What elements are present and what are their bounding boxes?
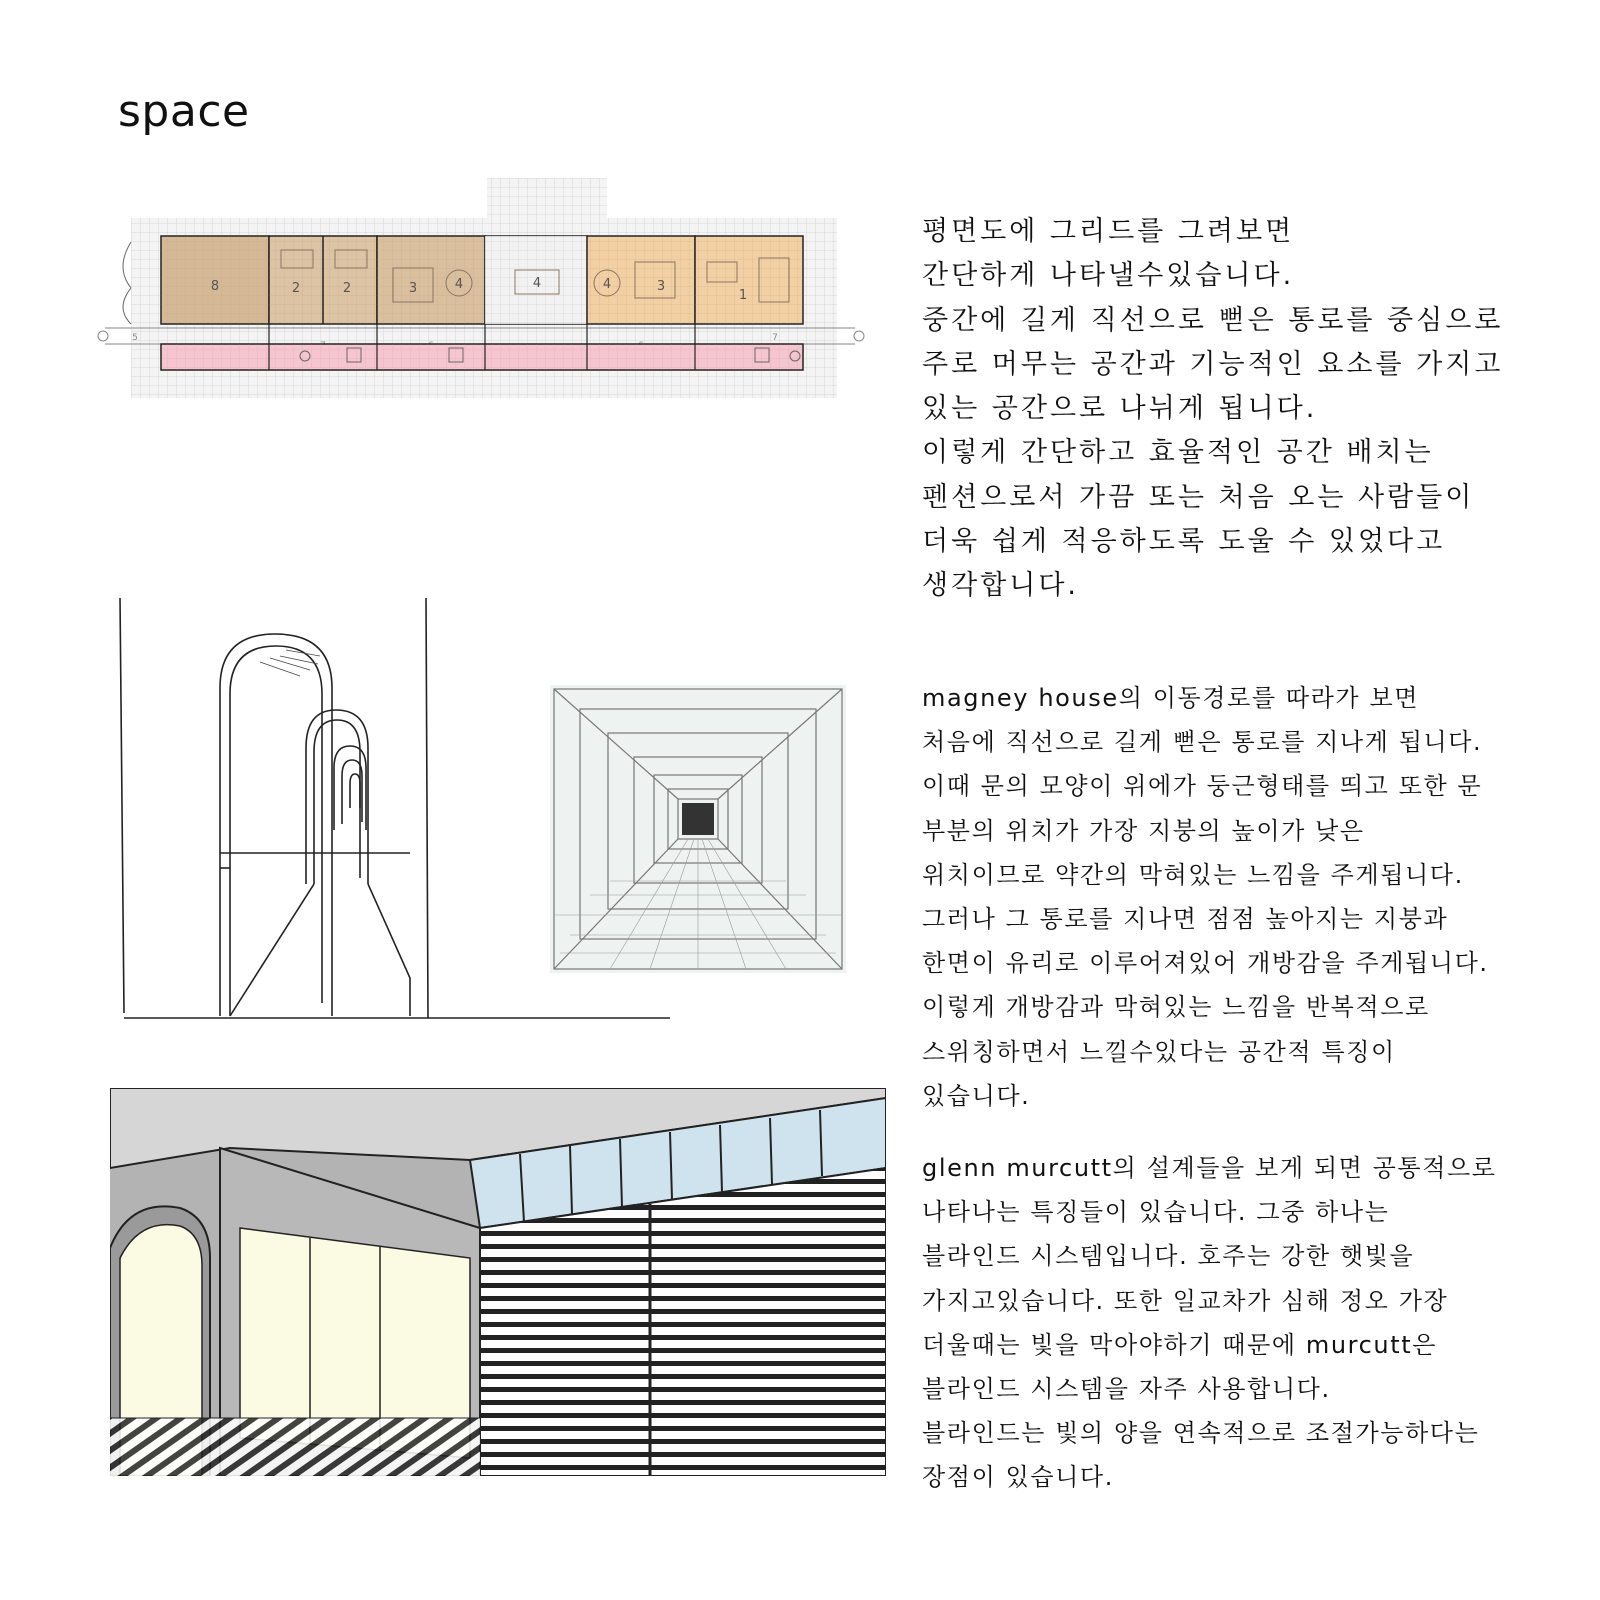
text-line: 부분의 위치가 가장 지붕의 높이가 낮은 bbox=[922, 816, 1365, 845]
page-title: space bbox=[118, 86, 250, 137]
room-label: 2 bbox=[342, 281, 352, 296]
text-line: 처음에 직선으로 길게 뻗은 통로를 지나게 됩니다. bbox=[922, 728, 1483, 757]
room-label: 2 bbox=[291, 281, 301, 296]
text-line: 위치이므로 약간의 막혀있는 느낌을 주게됩니다. bbox=[922, 860, 1464, 889]
room-label: 3 bbox=[408, 281, 418, 296]
text-line: magney house의 이동경로를 따라가 보면 bbox=[922, 684, 1420, 712]
room-label: 4 bbox=[532, 276, 542, 291]
corridor-perspective-drawing bbox=[550, 685, 846, 973]
paragraph-magney-house bbox=[922, 676, 1489, 1118]
text-line: 나타나는 특징들이 있습니다. 그중 하나는 bbox=[922, 1198, 1390, 1227]
text-line: 한면이 유리로 이루어져있어 개방감을 주게됩니다. bbox=[922, 949, 1489, 978]
text-line: glenn murcutt의 설계들을 보게 되면 공통적으로 bbox=[922, 1154, 1497, 1182]
text-line: 이렇게 간단하고 효율적인 공간 배치는 bbox=[922, 437, 1434, 469]
room-label: 3 bbox=[656, 279, 666, 294]
text-line: 블라인드는 빛의 양을 연속적으로 조절가능하다는 bbox=[922, 1419, 1480, 1448]
text-line: 블라인드 시스템을 자주 사용합니다. bbox=[922, 1375, 1331, 1404]
text-line: 평면도에 그리드를 그려보면 bbox=[922, 216, 1295, 247]
text-line: 간단하게 나타낼수있습니다. bbox=[922, 260, 1295, 292]
text-line: 있습니다. bbox=[922, 1081, 1031, 1110]
blind-system-render bbox=[110, 1088, 886, 1476]
text-line: 가지고있습니다. 또한 일교차가 심해 정오 가장 bbox=[922, 1286, 1449, 1315]
room-label: 4 bbox=[454, 277, 464, 292]
text-line: 스위칭하면서 느낄수있다는 공간적 특징이 bbox=[922, 1037, 1396, 1066]
plan-tower bbox=[487, 178, 607, 238]
paragraph-blind-system bbox=[922, 1146, 1497, 1500]
text-line: 중간에 길게 직선으로 뻗은 통로를 중심으로 bbox=[922, 304, 1504, 336]
text-line: 블라인드 시스템입니다. 호주는 강한 햇빛을 bbox=[922, 1242, 1415, 1271]
text-line: 더울때는 빛을 막아야하기 때문에 murcutt은 bbox=[922, 1330, 1438, 1359]
room-label: 4 bbox=[602, 277, 612, 292]
text-line: 장점이 있습니다. bbox=[922, 1463, 1114, 1492]
room-label: 1 bbox=[738, 288, 748, 303]
corridor-label: 7 bbox=[772, 333, 778, 343]
paragraph-floor-plan bbox=[922, 210, 1503, 609]
text-line: 주로 머무는 공간과 기능적인 요소를 가지고 bbox=[922, 348, 1504, 380]
text-line: 있는 공간으로 나뉘게 됩니다. bbox=[922, 393, 1318, 425]
text-line: 펜션으로서 가끔 또는 처음 오는 사람들이 bbox=[922, 481, 1475, 513]
text-line: 더욱 쉽게 적응하도록 도울 수 있었다고 bbox=[922, 526, 1446, 558]
text-line: 생각합니다. bbox=[922, 570, 1079, 602]
corridor-label: 5 bbox=[132, 333, 138, 343]
floor-plan-image bbox=[95, 178, 875, 403]
text-line: 그러나 그 통로를 지나면 점점 높아지는 지붕과 bbox=[922, 905, 1449, 934]
text-line: 이렇게 개방감과 막혀있는 느낌을 반복적으로 bbox=[922, 993, 1430, 1022]
text-line: 이때 문의 모양이 위에가 둥근형태를 띄고 또한 문 bbox=[922, 772, 1483, 801]
room-label: 8 bbox=[210, 279, 220, 294]
